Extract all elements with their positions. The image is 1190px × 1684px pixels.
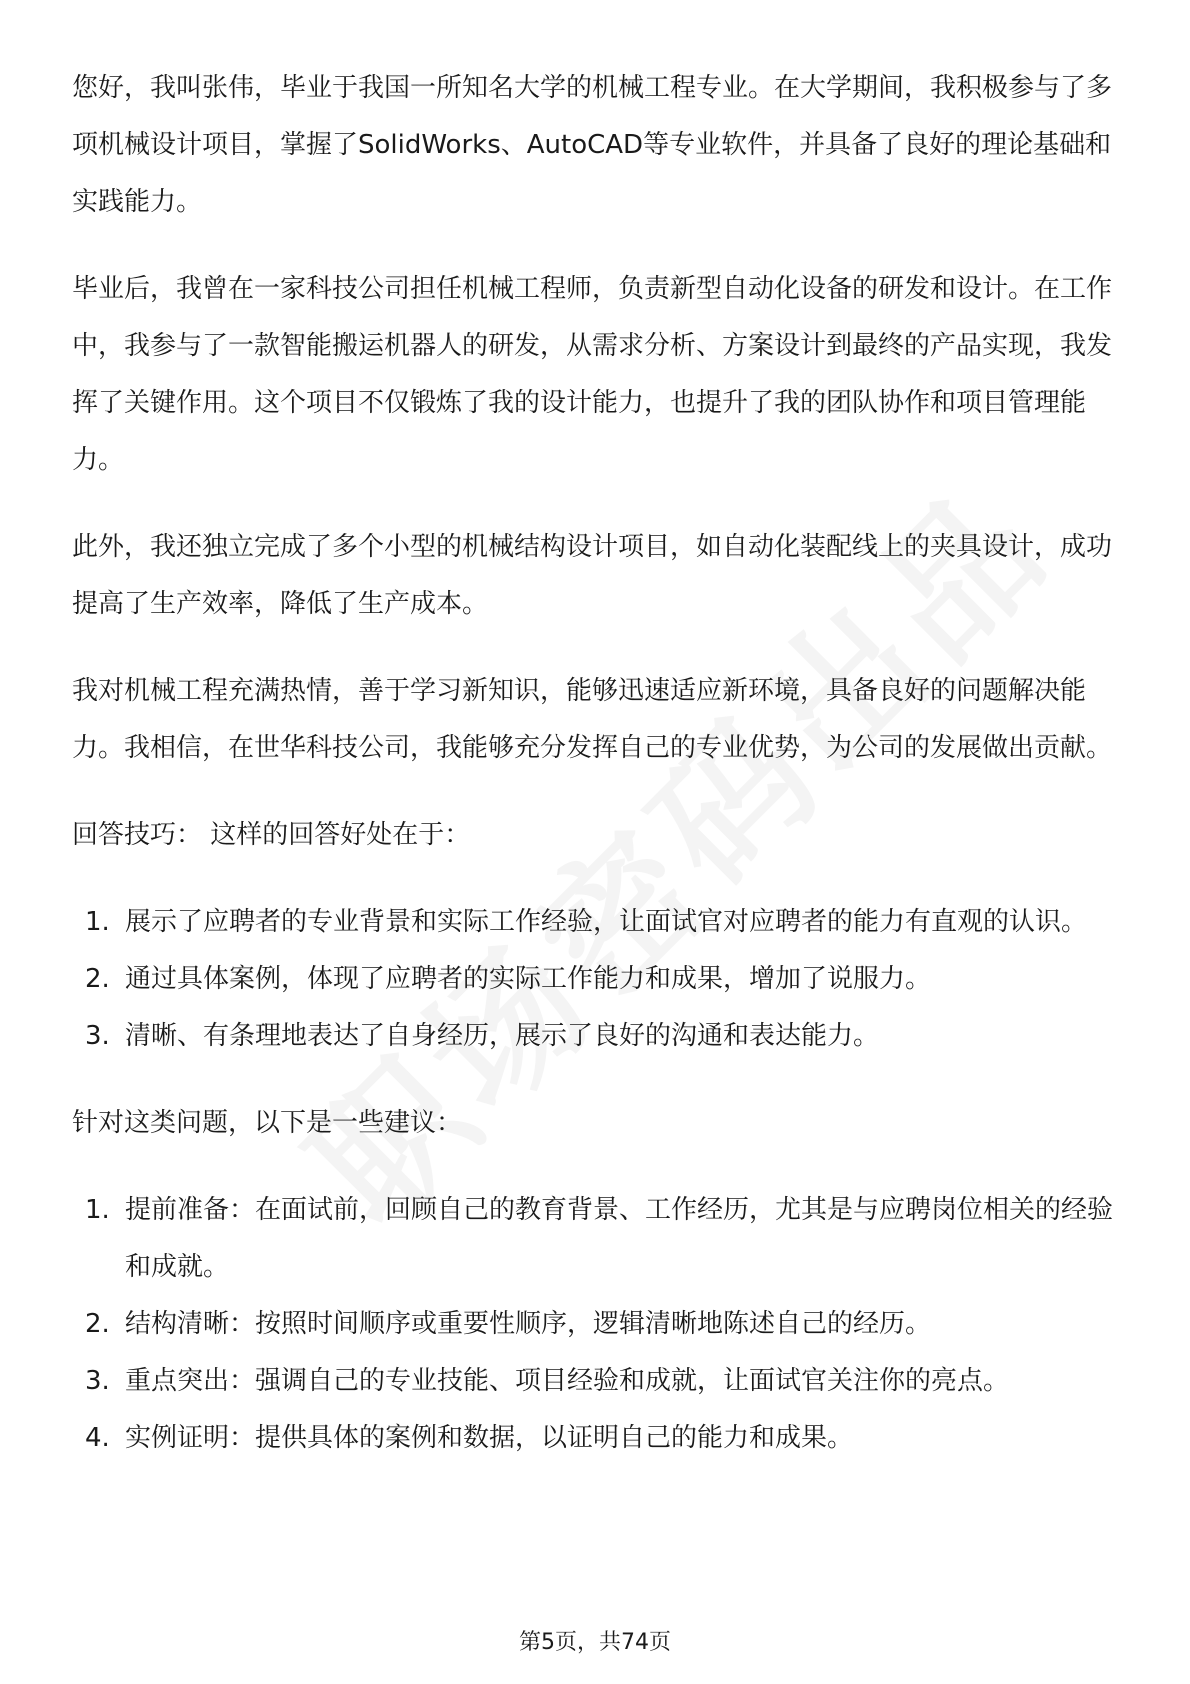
paragraph-intro: 您好，我叫张伟，毕业于我国一所知名大学的机械工程专业。在大学期间，我积极参与了多项机械设计项目，掌握了SolidWorks、AutoCAD等专业软件，并具备了良好的理论基础和实践能力。 xyxy=(72,73,1113,217)
list-number: 2. xyxy=(85,1309,110,1339)
paragraph-conclusion: 我对机械工程充满热情，善于学习新知识，能够迅速适应新环境，具备良好的问题解决能力。我相信，在世华科技公司，我能够充分发挥自己的专业优势，为公司的发展做出贡献。 xyxy=(72,676,1113,763)
document-body xyxy=(72,60,1122,1467)
tips-heading: 回答技巧： 这样的回答好处在于： xyxy=(72,820,471,850)
list-number: 3. xyxy=(85,1021,110,1051)
list-item xyxy=(72,1410,1122,1467)
list-item xyxy=(72,1008,1122,1065)
list-item-text: 提前准备：在面试前，回顾自己的教育背景、工作经历，尤其是与应聘岗位相关的经验和成就。 xyxy=(125,1195,1114,1282)
list-item-text: 重点突出：强调自己的专业技能、项目经验和成就，让面试官关注你的亮点。 xyxy=(125,1366,1010,1396)
list-item xyxy=(72,1296,1122,1353)
paragraph-work-experience: 毕业后，我曾在一家科技公司担任机械工程师，负责新型自动化设备的研发和设计。在工作中，我参与了一款智能搬运机器人的研发，从需求分析、方案设计到最终的产品实现，我发挥了关键作用。这个项目不仅锻炼了我的设计能力，也提升了我的团队协作和项目管理能力。 xyxy=(72,274,1113,475)
list-item-text: 展示了应聘者的专业背景和实际工作经验，让面试官对应聘者的能力有直观的认识。 xyxy=(125,907,1088,937)
advice-list xyxy=(72,1182,1122,1467)
list-item-text: 结构清晰：按照时间顺序或重要性顺序，逻辑清晰地陈述自己的经历。 xyxy=(125,1309,932,1339)
list-number: 1. xyxy=(85,1195,110,1225)
list-number: 2. xyxy=(85,964,110,994)
list-item xyxy=(72,894,1122,951)
list-item xyxy=(72,951,1122,1008)
list-number: 4. xyxy=(85,1423,110,1453)
list-number: 1. xyxy=(85,907,110,937)
list-item-text: 实例证明：提供具体的案例和数据，以证明自己的能力和成果。 xyxy=(125,1423,854,1453)
page-number: 第5页，共74页 xyxy=(519,1630,671,1655)
tips-list xyxy=(72,894,1122,1065)
list-item xyxy=(72,1353,1122,1410)
list-item-text: 通过具体案例，体现了应聘者的实际工作能力和成果，增加了说服力。 xyxy=(125,964,932,994)
list-number: 3. xyxy=(85,1366,110,1396)
advice-heading: 针对这类问题，以下是一些建议： xyxy=(72,1108,463,1138)
list-item xyxy=(72,1182,1122,1296)
paragraph-projects: 此外，我还独立完成了多个小型的机械结构设计项目，如自动化装配线上的夹具设计，成功提高了生产效率，降低了生产成本。 xyxy=(72,532,1113,619)
list-item-text: 清晰、有条理地表达了自身经历，展示了良好的沟通和表达能力。 xyxy=(125,1021,880,1051)
